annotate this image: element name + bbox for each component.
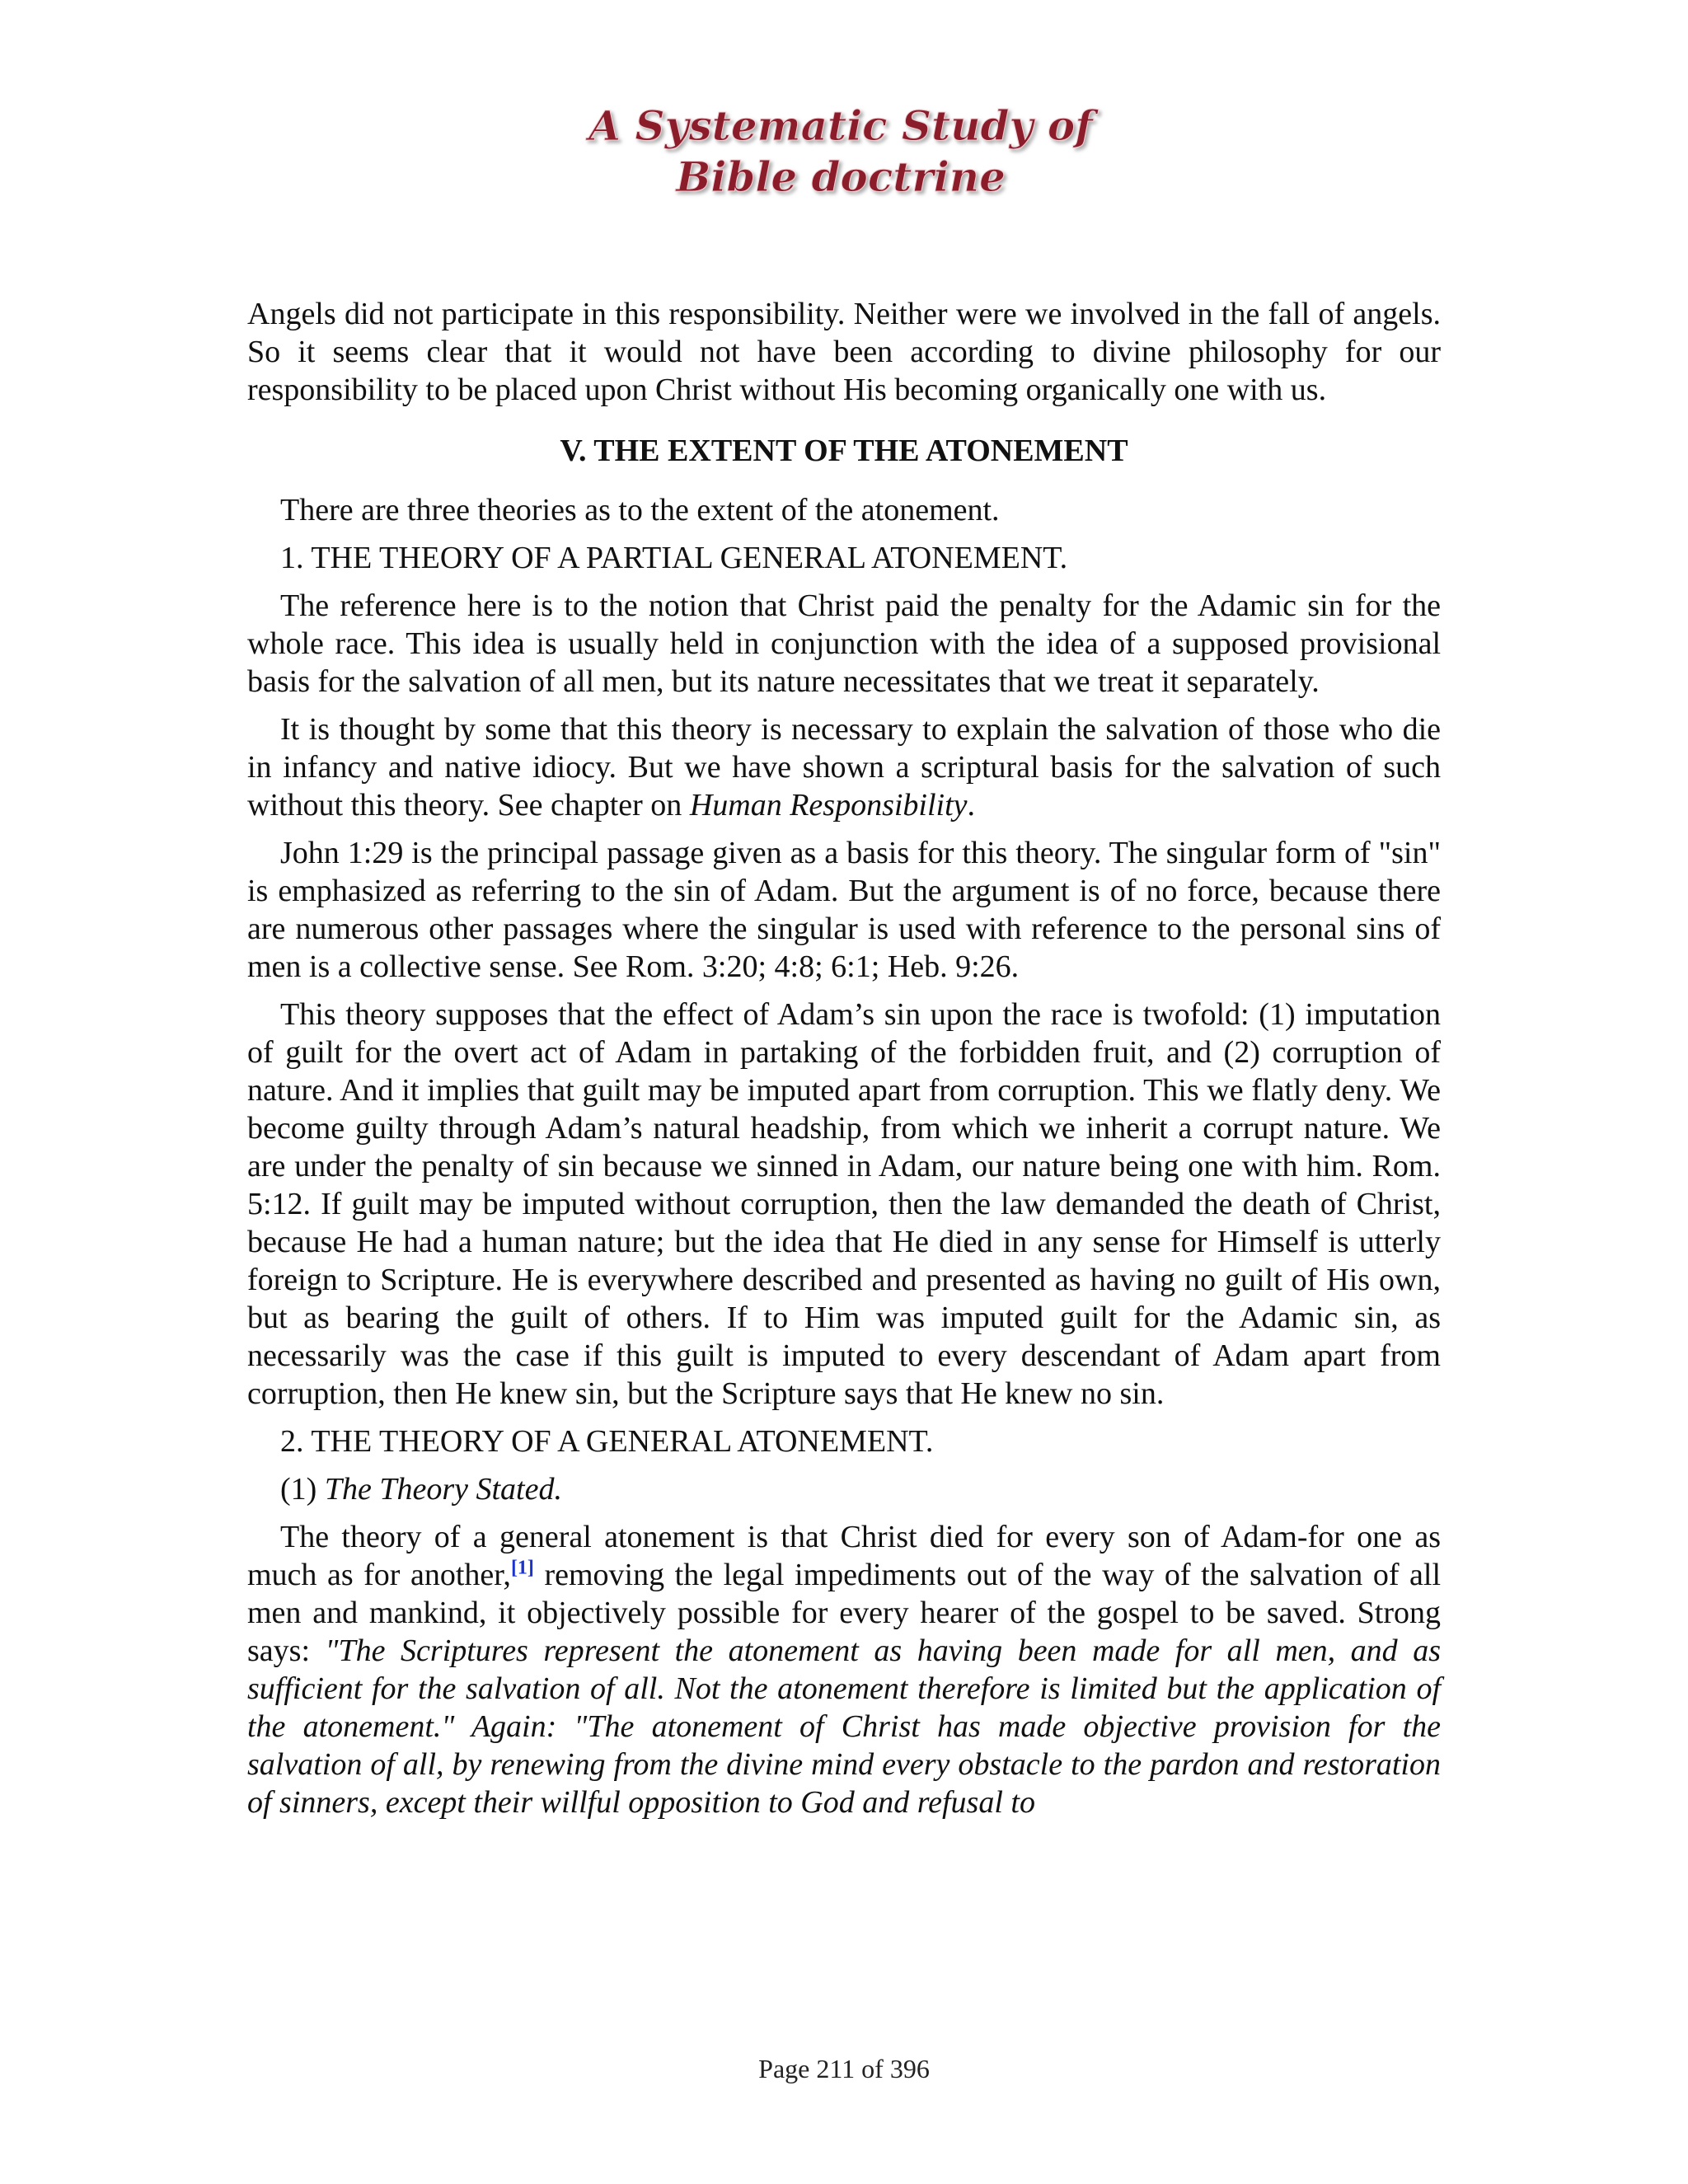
paragraph-infancy-text: It is thought by some that this theory is necessary to explain the salvation of those who die in infancy and native idiocy. But we have shown a scriptural basis for the salvation of such without this theory. See chapter on [247, 712, 1441, 823]
footnote-marker [511, 1557, 534, 1578]
paragraph-john-1-29: John 1:29 is the principal passage given as a basis for this theory. The singular form of "sin" is emphasized as referring to the sin of Adam. But the argument is of no force, because there are numerous other passages where the singular is used with reference to the personal sins of men is a collective sense. See Rom. 3:20; 4:8; 6:1; Heb. 9:26. [247, 836, 1441, 984]
banner-line-2: Bible doctrine [676, 152, 1006, 201]
paragraph-infancy [247, 710, 1441, 824]
page-number: Page 211 of 396 [758, 2054, 930, 2083]
paragraph-general-atonement-cont: removing the legal impediments out of the way of the salvation of all men and mankind, it objectively possible for every hearer of the gospel to be saved. Strong says: [247, 1558, 1441, 1668]
paragraph-adamic-sin: The reference here is to the notion that Christ paid the penalty for the Adamic sin for the whole race. This idea is usually held in conjunction with the idea of a supposed provisional basis for the salvation of all men, but its nature necessitates that we treat it separately. [247, 588, 1441, 699]
paragraph-general-atonement-text: The theory of a general atonement is that Christ died for every son of Adam-for one as much as for another, [247, 1520, 1441, 1592]
chapter-reference: Human Responsibility [689, 788, 968, 823]
subheading-theory-stated [247, 1470, 1441, 1508]
paragraph-twofold-effect: This theory supposes that the effect of Adam’s sin upon the race is twofold: (1) imputation of guilt for the overt act of Adam in partaking of the forbidden fruit, and (2) corruption of nature. And it implies that guilt may be imputed apart from corruption. This we flatly deny. We become guilty through Adam’s natural headship, from which we inherit a corrupt nature. We are under the penalty of sin because we sinned in Adam, our nature being one with him. Rom. 5:12. If guilt may be imputed without corruption, then the law demanded the death of Christ, because He had a human nature; but the idea that He died in any sense for Himself is utterly foreign to Scripture. He is everywhere described and presented as having no guilt of His own, but as bearing the guilt of others. If to Him was imputed guilt for the Adamic sin, as necessarily was the case if this guilt is imputed to every descendant of Adam apart from corruption, then He knew sin, but the Scripture says that He knew no sin. [247, 997, 1441, 1411]
subheading-number: (1) [280, 1472, 325, 1507]
subheading-theory-stated-label: The Theory Stated. [324, 1472, 562, 1507]
section-heading: V. THE EXTENT OF THE ATONEMENT [560, 434, 1128, 468]
page-body [247, 295, 1441, 1831]
paragraph-angels: Angels did not participate in this responsibility. Neither were we involved in the fall of angels. So it seems clear that it would not have been according to divine philosophy for our responsibility to be placed upon Christ without His becoming organically one with us. [247, 297, 1441, 407]
paragraph-infancy-end: . [967, 788, 976, 823]
paragraph-three-theories: There are three theories as to the extent of the atonement. [280, 493, 1000, 527]
book-title-banner [569, 91, 1113, 214]
banner-line-1: A Systematic Study of [588, 101, 1093, 150]
subheading-partial-general: 1. THE THEORY OF A PARTIAL GENERAL ATONEMENT. [280, 541, 1068, 575]
footnote-link[interactable]: [1] [510, 1557, 534, 1579]
strong-quote: "The Scriptures represent the atonement as having been made for all men, and as sufficient for the salvation of all. Not the atonement therefore is limited but the application of the atonement." Again: "The atonement of Christ has made objective provision for the salvation of all, by renewing from the divine mind every obstacle to the pardon and restoration of sinners, except their willful opposition to God and refusal to [247, 1633, 1442, 1820]
paragraph-general-atonement [247, 1518, 1441, 1821]
subheading-general-atonement: 2. THE THEORY OF A GENERAL ATONEMENT. [280, 1424, 934, 1459]
book-title-logo [569, 91, 1113, 214]
